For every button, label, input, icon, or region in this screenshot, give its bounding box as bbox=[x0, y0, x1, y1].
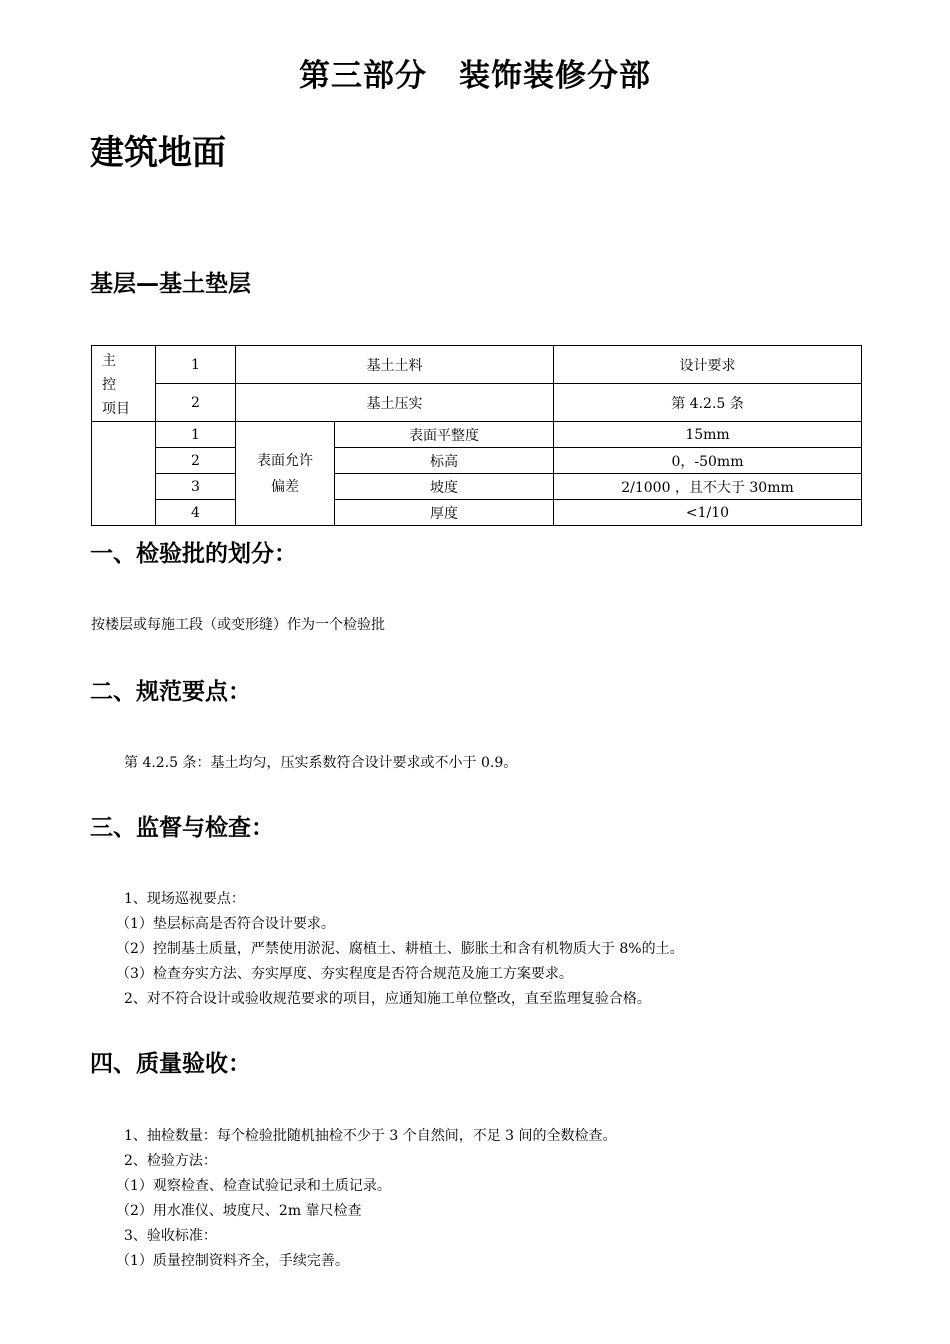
row-number: 2 bbox=[156, 448, 236, 474]
section-1-text: 按楼层或每施工段（或变形缝）作为一个检验批 bbox=[91, 617, 385, 633]
inspection-requirement: 2/1000 ，且不大于 30mm bbox=[554, 474, 862, 500]
inspection-requirement: 第 4.2.5 条 bbox=[554, 384, 862, 422]
section-2-text: 第 4.2.5 条：基土均匀，压实系数符合设计要求或不小于 0.9。 bbox=[124, 755, 518, 771]
list-item: 2、检验方法： bbox=[124, 1153, 217, 1169]
empty-group-cell bbox=[92, 422, 156, 526]
inspection-item: 基土土料 bbox=[236, 346, 554, 384]
table-row bbox=[92, 384, 862, 422]
list-item: 1、抽检数量：每个检验批随机抽检不少于 3 个自然间，不足 3 间的全数检查。 bbox=[124, 1128, 617, 1144]
section-2-heading: 二、规范要点： bbox=[90, 679, 251, 705]
section-3-heading: 三、监督与检查： bbox=[90, 815, 274, 841]
list-item: （1）垫层标高是否符合设计要求。 bbox=[116, 916, 335, 932]
list-item: （3）检查夯实方法、夯实厚度、夯实程度是否符合规范及施工方案要求。 bbox=[116, 966, 573, 982]
inspection-requirement: 设计要求 bbox=[554, 346, 862, 384]
subsection-title: 基层—基土垫层 bbox=[90, 271, 251, 297]
inspection-item: 坡度 bbox=[335, 474, 554, 500]
inspection-requirement: 15mm bbox=[554, 422, 862, 448]
table-row bbox=[92, 422, 862, 448]
row-number: 2 bbox=[156, 384, 236, 422]
list-item: （2）控制基土质量，严禁使用淤泥、腐植土、耕植土、膨胀土和含有机物质大于 8%的土。 bbox=[116, 941, 684, 957]
row-number: 3 bbox=[156, 474, 236, 500]
inspection-item: 基土压实 bbox=[236, 384, 554, 422]
page-title: 第三部分 装饰装修分部 bbox=[299, 58, 651, 94]
list-item: 1、现场巡视要点： bbox=[124, 891, 245, 907]
inspection-spec-table bbox=[91, 345, 862, 526]
list-item: 2、对不符合设计或验收规范要求的项目，应通知施工单位整改，直至监理复验合格。 bbox=[124, 991, 651, 1007]
table-row bbox=[92, 448, 862, 474]
inspection-requirement: 0，-50mm bbox=[554, 448, 862, 474]
inspection-item: 标高 bbox=[335, 448, 554, 474]
inspection-item: 厚度 bbox=[335, 500, 554, 526]
row-number: 4 bbox=[156, 500, 236, 526]
section-1-heading: 一、检验批的划分： bbox=[90, 541, 297, 567]
table-row bbox=[92, 500, 862, 526]
list-item: （1）观察检查、检查试验记录和土质记录。 bbox=[116, 1178, 391, 1194]
table-row bbox=[92, 474, 862, 500]
row-number: 1 bbox=[156, 346, 236, 384]
list-item: （1）质量控制资料齐全，手续完善。 bbox=[116, 1253, 349, 1269]
section-4-list bbox=[116, 1124, 617, 1274]
table-row bbox=[92, 346, 862, 384]
inspection-item: 表面平整度 bbox=[335, 422, 554, 448]
deviation-group-cell: 表面允许 偏差 bbox=[236, 422, 335, 526]
list-item: （2）用水准仪、坡度尺、2m 靠尺检查 bbox=[116, 1203, 362, 1219]
row-number: 1 bbox=[156, 422, 236, 448]
section-4-heading: 四、质量验收： bbox=[90, 1051, 251, 1077]
list-item: 3、验收标准： bbox=[124, 1228, 217, 1244]
inspection-requirement: <1/10 bbox=[554, 500, 862, 526]
section-title: 建筑地面 bbox=[90, 133, 226, 173]
main-control-group-cell: 主 控 项目 bbox=[92, 346, 156, 422]
section-3-list bbox=[116, 887, 684, 1012]
